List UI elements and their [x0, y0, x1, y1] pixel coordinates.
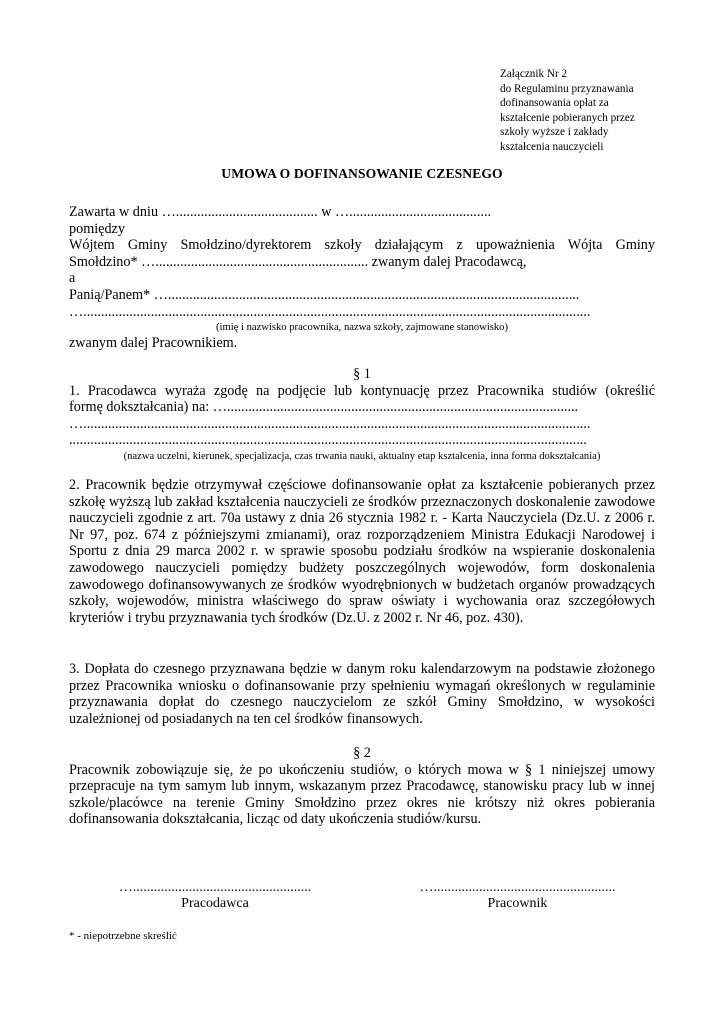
section-1 — [69, 366, 655, 464]
section-1-paragraph-1: formę dokształcania) na: …................................................................................................... — [69, 399, 579, 416]
signature-line: …................................................... — [118, 880, 312, 895]
section-1-paragraph-2: 2. Pracownik będzie otrzymywał częściowe dofinansowanie opłat za kształcenie pobieranych przez szkołę wyższą lub zakład kształcenia nauczycieli ze środków przeznaczonych doskonalenie zawodowe nauczycieli zgodnie z art. 70a ustawy z dnia 26 stycznia 1982 r. - Karta Nauczyciela (Dz.U. z 2006 r. Nr 97, poz. 674 z późniejszymi zmianami), oraz rozporządzeniem Ministra Edukacji Narodowej i Sportu z dnia 29 marca 2002 r. w sprawie sposobu podziału środków na wspieranie doskonalenia zawodowego nauczycieli pomiędzy budżety poszczególnych wojewodów, form doskonalenia zawodowego dofinansowywanych ze środków wyodrębnionych w budżetach organów prowadzących szkoły, wojewodów, ministra właściwego do spraw oświaty i wychowania oraz szczegółowych kryteriów i trybu przyznawania tych środków (Dz.U. z 2002 r. Nr 46, poz. 430). — [69, 477, 655, 626]
employer-signature — [110, 880, 320, 912]
employer-line: Smołdzino* …............................................................ zwanym dalej Pracodawcą, — [69, 253, 527, 270]
document-title: UMOWA O DOFINANSOWANIE CZESNEGO — [221, 166, 503, 181]
annex-header — [500, 67, 700, 155]
employer-line: Wójtem Gminy Smołdzino/dyrektorem szkoły działającym z upoważnienia Wójta Gminy — [69, 237, 655, 254]
section-1-paragraph-3: 3. Dopłata do czesnego przyznawana będzie w danym roku kalendarzowym na podstawie złożonego przez Pracownika wniosku o dofinansowanie przy spełnieniu wymagań określonych w regulaminie przyznawania dopłat do czesnego nauczycielom ze szkół Gminy Smołdzino, w wysokości uzależnionej od posiadanych na ten cel środków finansowych. — [69, 661, 655, 727]
section-heading: § 2 — [353, 745, 371, 761]
contract-parties — [69, 204, 655, 352]
section-1-paragraph-1: .................................................................................................................................................. — [69, 432, 587, 449]
signature-label: Pracownik — [487, 896, 548, 911]
annex-line: kształcenie pobieranych przez — [500, 111, 635, 124]
section-heading: § 1 — [353, 366, 371, 382]
employee-caption: (imię i nazwisko pracownika, nazwa szkoły, zajmowane stanowisko) — [215, 322, 509, 334]
section-2 — [69, 745, 655, 828]
section-1-paragraph-1: …............................................................................................................................................... — [69, 415, 591, 432]
section-1-paragraph-1: 1. Pracodawca wyraża zgodę na podjęcie lub kontynuację przez Pracownika studiów (określić — [69, 382, 655, 399]
annex-line: do Regulaminu przyznawania — [500, 82, 634, 95]
annex-line: szkoły wyższe i zakłady — [500, 126, 609, 139]
signature-label: Pracodawca — [181, 896, 249, 911]
employee-line: Panią/Panem* ….................................................................................................................... — [69, 286, 580, 303]
employee-signature — [410, 880, 625, 912]
concluded-on-line: Zawarta w dniu …........................................ w …........................................ — [69, 204, 492, 220]
employee-named-line: zwanym dalej Pracownikiem. — [69, 335, 238, 352]
study-caption: (nazwa uczelni, kierunek, specjalizacja, czas trwania nauki, aktualny etap kształcenia, inna forma dokształcania) — [123, 450, 601, 462]
footnote: * - niepotrzebne skreślić — [69, 930, 177, 942]
signature-line: ….................................................... — [419, 880, 616, 895]
employee-line: …............................................................................................................................................... — [69, 303, 591, 320]
annex-line: dofinansowania opłat za — [500, 97, 609, 110]
section-2-paragraph: Pracownik zobowiązuje się, że po ukończeniu studiów, o których mowa w § 1 niniejszej umowy przepracuje na tym samym lub innym, wskazanym przez Pracodawcę, stanowisku pracy lub w innej szkole/placówce na terenie Gminy Smołdzino przez okres nie krótszy niż okres pobierania dofinansowania dokształcania, licząc od daty ukończenia studiów/kursu. — [69, 761, 655, 828]
between-label: pomiędzy — [69, 220, 125, 237]
annex-line: Załącznik Nr 2 — [500, 68, 568, 80]
and-label: a — [69, 270, 76, 287]
annex-line: kształcenia nauczycieli — [500, 140, 604, 153]
